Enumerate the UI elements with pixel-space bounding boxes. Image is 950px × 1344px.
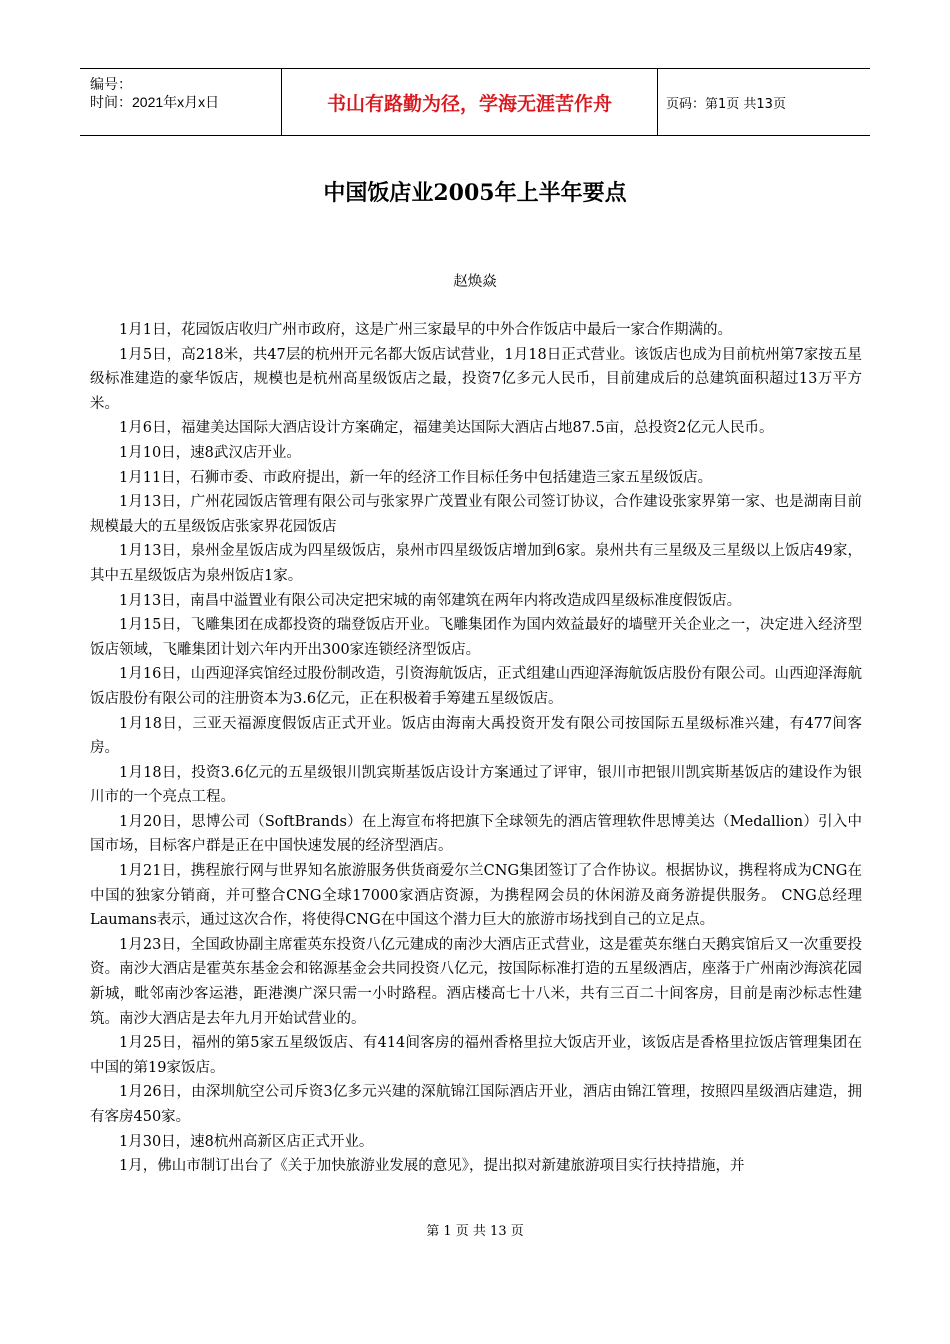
header-motto: 书山有路勤为径，学海无涯苦作舟 xyxy=(282,69,658,135)
page-footer: 第 1 页 共 13 页 xyxy=(426,1224,524,1239)
paragraph: 1月26日，由深圳航空公司斥资3亿多元兴建的深航锦江国际酒店开业，酒店由锦江管理，按照四星级酒店建造，拥有客房450家。 xyxy=(90,1084,862,1125)
paragraph: 1月20日，思博公司（SoftBrands）在上海宣布将把旗下全球领先的酒店管理软件思博美达（Medallion）引入中国市场，目标客户群是正在中国快速发展的经济型酒店。 xyxy=(90,813,862,855)
paragraph: 1月21日，携程旅行网与世界知名旅游服务供货商爱尔兰CNG集团签订了合作协议。根据协议，携程将成为CNG在中国的独家分销商，并可整合CNG全球17000家酒店资源，为携程网会员的休闲游及商务游提供服务。 CNG总经理Laumans表示，通过这次合作，将使得CNG在中国这个潜力巨大的旅游市场找到自己的立足点。 xyxy=(90,863,862,929)
paragraph: 1月13日，泉州金星饭店成为四星级饭店，泉州市四星级饭店增加到6家。泉州共有三星级及三星级以上饭店49家，其中五星级饭店为泉州饭店1家。 xyxy=(90,543,862,584)
paragraph: 1月23日，全国政协副主席霍英东投资八亿元建成的南沙大酒店正式营业，这是霍英东继白天鹅宾馆后又一次重要投资。南沙大酒店是霍英东基金会和铭源基金会共同投资八亿元，按国际标准打造的五星级酒店，座落于广州南沙海滨花园新城，毗邻南沙客运港，距港澳广深只需一小时路程。酒店楼高七十八米，共有三百二十间客房，目前是南沙标志性建筑。南沙大酒店是去年九月开始试营业的。 xyxy=(90,936,862,1027)
document-author: 赵焕焱 xyxy=(453,274,497,290)
paragraph: 1月1日，花园饭店收归广州市政府，这是广州三家最早的中外合作饭店中最后一家合作期满的。 xyxy=(119,322,732,338)
header-table xyxy=(80,68,870,136)
serial-label: 编号： xyxy=(90,76,132,92)
document-title: 中国饭店业2005年上半年要点 xyxy=(323,180,627,206)
paragraph: 1月10日，速8武汉店开业。 xyxy=(119,444,301,461)
paragraph: 1月16日，山西迎泽宾馆经过股份制改造，引资海航饭店，正式组建山西迎泽海航饭店股份有限公司。山西迎泽海航饭店股份有限公司的注册资本为3.6亿元，正在积极着手筹建五星级饭店。 xyxy=(90,666,862,707)
paragraph: 1月18日，三亚天福源度假饭店正式开业。饭店由海南大禹投资开发有限公司按国际五星级标准兴建，有477间客房。 xyxy=(90,715,862,757)
header-info-cell xyxy=(80,69,282,135)
paragraph: 1月5日，高218米，共47层的杭州开元名都大饭店试营业，1月18日正式营业。该饭店也成为目前杭州第7家按五星级标准建造的豪华饭店，规模也是杭州高星级饭店之最，投资7亿多元人民币，目前建成后的总建筑面积超过13万平方米。 xyxy=(90,346,862,412)
paragraph: 1月15日，飞雕集团在成都投资的瑞登饭店开业。飞雕集团作为国内效益最好的墙壁开关企业之一，决定进入经济型饭店领域，飞雕集团计划六年内开出300家连锁经济型饭店。 xyxy=(90,617,862,658)
paragraph: 1月，佛山市制订出台了《关于加快旅游业发展的意见》，提出拟对新建旅游项目实行扶持措施，并 xyxy=(119,1158,745,1175)
paragraph: 1月13日，南昌中溢置业有限公司决定把宋城的南邻建筑在两年内将改造成四星级标准度假饭店。 xyxy=(119,592,742,609)
document-body xyxy=(90,318,862,1179)
paragraph: 1月11日，石狮市委、市政府提出，新一年的经济工作目标任务中包括建造三家五星级饭店。 xyxy=(119,469,713,486)
paragraph: 1月25日，福州的第5家五星级饭店、有414间客房的福州香格里拉大饭店开业，该饭店是香格里拉饭店管理集团在中国的第19家饭店。 xyxy=(90,1035,862,1076)
paragraph: 1月30日，速8杭州高新区店正式开业。 xyxy=(119,1133,374,1150)
paragraph: 1月13日，广州花园饭店管理有限公司与张家界广茂置业有限公司签订协议，合作建设张家界第一家、也是湖南目前规模最大的五星级饭店张家界花园饭店 xyxy=(90,494,862,535)
header-page-info: 页码：第1页 共13页 xyxy=(666,96,786,112)
paragraph: 1月18日，投资3.6亿元的五星级银川凯宾斯基饭店设计方案通过了评审，银川市把银川凯宾斯基饭店的建设作为银川市的一个亮点工程。 xyxy=(90,764,862,806)
time-label: 时间：2021年x月x日 xyxy=(90,94,220,110)
paragraph: 1月6日，福建美达国际大酒店设计方案确定，福建美达国际大酒店占地87.5亩，总投资2亿元人民币。 xyxy=(119,420,774,437)
